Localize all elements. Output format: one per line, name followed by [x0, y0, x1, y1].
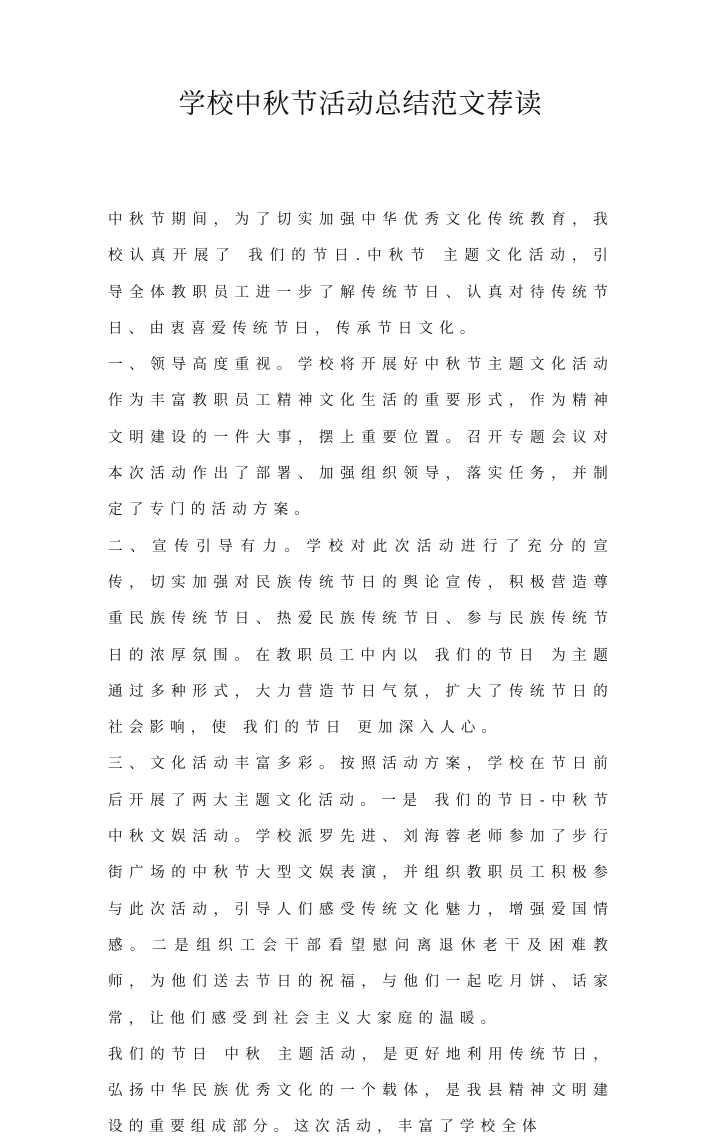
paragraph-conclusion: 我们的节日 中秋 主题活动，是更好地利用传统节日，弘扬中华民族优秀文化的一个载体，是我县精神文明建设的重要组成部分。这次活动，丰富了学校全体: [108, 1046, 614, 1136]
paragraph-publicity: 二、宣传引导有力。学校对此次活动进行了充分的宣传，切实加强对民族传统节日的舆论宣传，积极营造尊重民族传统节日、热爱民族传统节日、参与民族传统节日的浓厚氛围。在教职员工中内以 我们的节日 为主题通过多种形式，大力营造节日气氛，扩大了传统节日的社会影响，使 我们的节日 更加深入人心。: [108, 538, 614, 737]
paragraph-intro: 中秋节期间，为了切实加强中华优秀文化传统教育，我校认真开展了 我们的节日.中秋节 主题文化活动，引导全体教职员工进一步了解传统节日、认真对待传统节日、由衷喜爱传统节日，传承节日文化。: [108, 212, 614, 337]
paragraph-activities: 三、文化活动丰富多彩。按照活动方案，学校在节日前后开展了两大主题文化活动。一是 我们的节日-中秋节 中秋文娱活动。学校派罗先进、刘海蓉老师参加了步行街广场的中秋节大型文娱表演，并组织教职员工积极参与此次活动，引导人们感受传统文化魅力，增强爱国情感。二是组织工会干部看望慰问离退休老干及困难教师，为他们送去节日的祝福，与他们一起吃月饼、话家常，让他们感受到社会主义大家庭的温暖。: [108, 756, 614, 1027]
paragraph-leadership: 一、领导高度重视。学校将开展好中秋节主题文化活动作为丰富教职员工精神文化生活的重要形式，作为精神文明建设的一件大事，摆上重要位置。召开专题会议对本次活动作出了部署、加强组织领导，落实任务，并制定了专门的活动方案。: [108, 357, 614, 519]
document-body: [108, 202, 614, 1146]
document-title: 学校中秋节活动总结范文荐读: [178, 89, 543, 120]
